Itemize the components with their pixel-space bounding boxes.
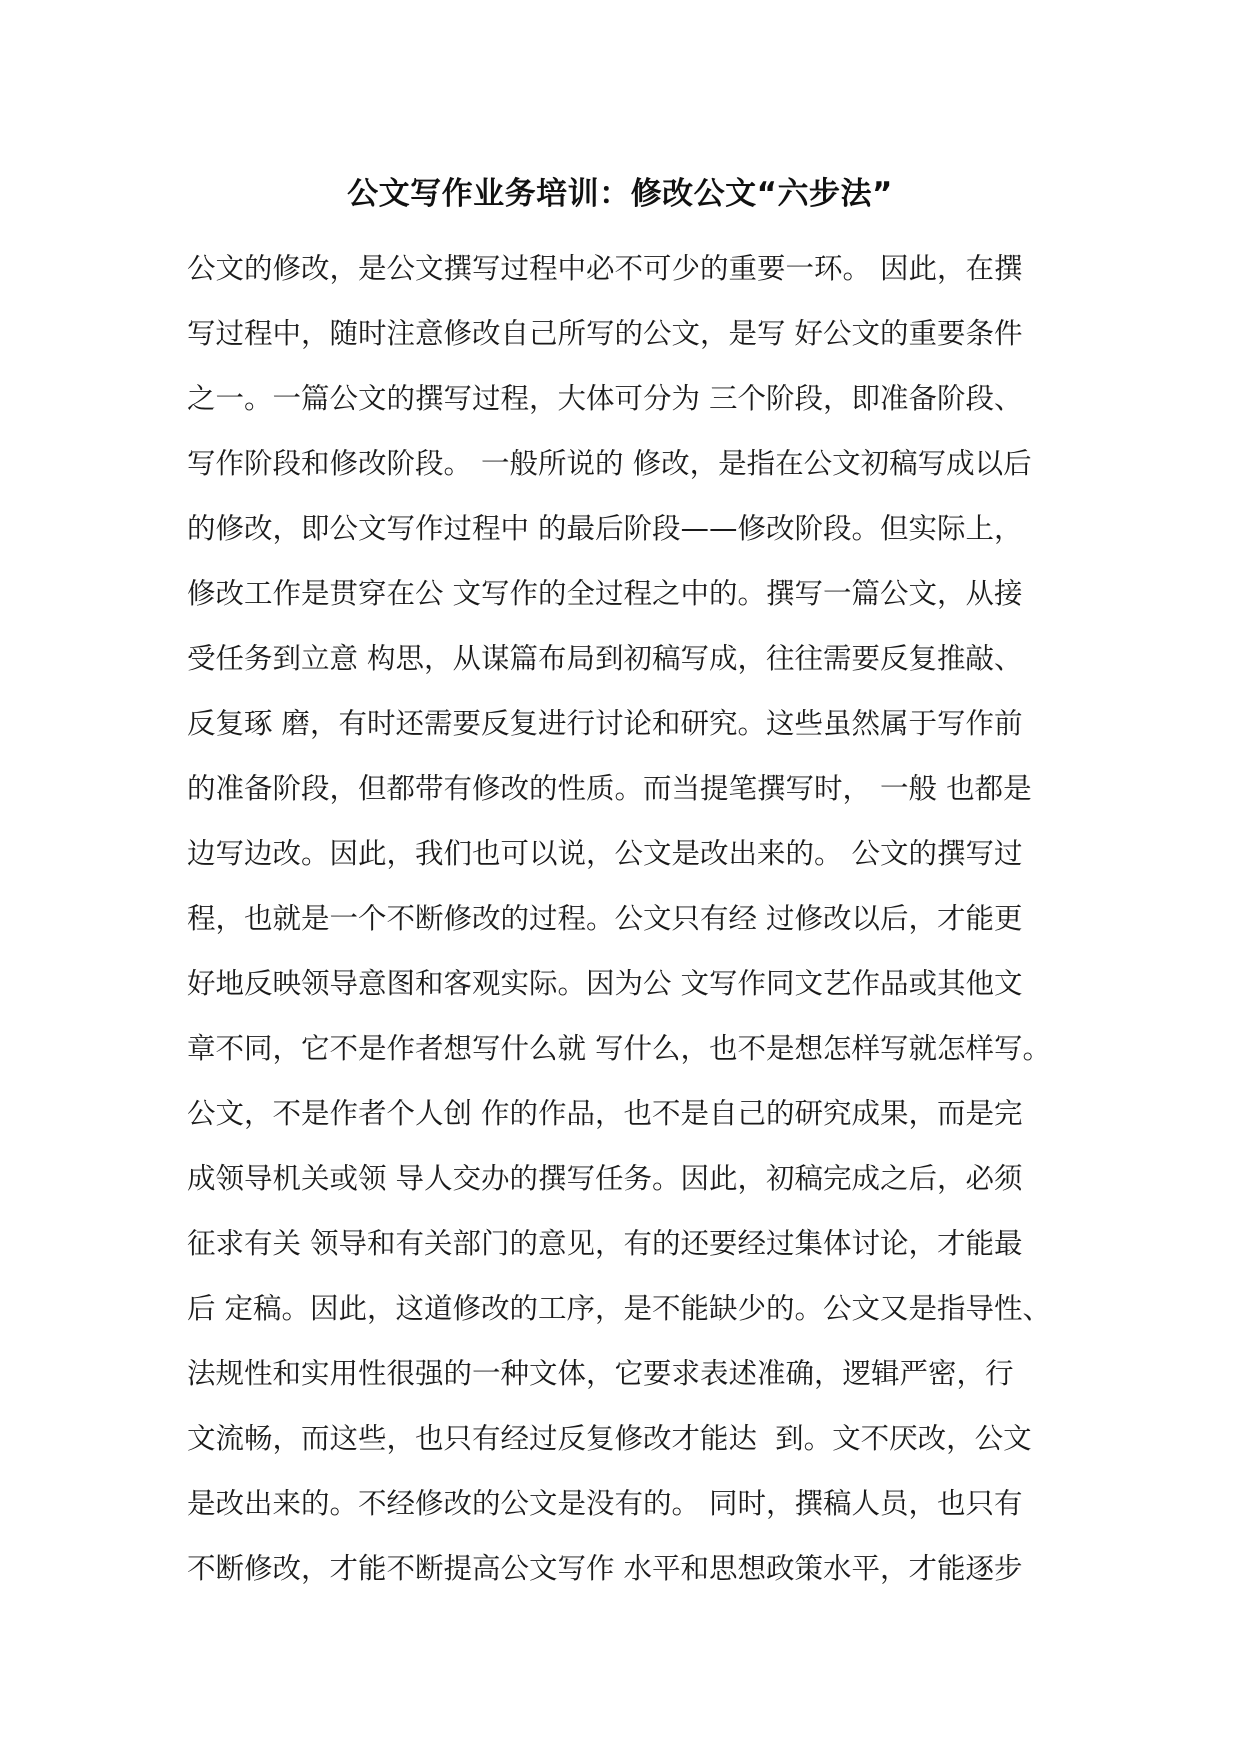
body-line-10: 边写边改。因此，我们也可以说，公文是改出来的。 公文的撰写过: [187, 837, 1023, 870]
document-body: [187, 236, 1067, 1601]
body-line-4: 写作阶段和修改阶段。 一般所说的 修改，是指在公文初稿写成以后: [187, 447, 1032, 480]
body-line-16: 征求有关 领导和有关部门的意见，有的还要经过集体讨论，才能最: [187, 1227, 1023, 1260]
body-line-2: 写过程中，随时注意修改自己所写的公文，是写 好公文的重要条件: [187, 317, 1023, 350]
body-line-1: 公文的修改，是公文撰写过程中必不可少的重要一环。 因此，在撰: [187, 252, 1023, 285]
body-line-9: 的准备阶段，但都带有修改的性质。而当提笔撰写时， 一般 也都是: [187, 772, 1032, 805]
body-line-14: 公文，不是作者个人创 作的作品，也不是自己的研究成果，而是完: [187, 1097, 1023, 1130]
body-line-7: 受任务到立意 构思，从谋篇布局到初稿写成，往往需要反复推敲、: [187, 642, 1023, 675]
body-line-13: 章不同，它不是作者想写什么就 写什么，也不是想怎样写就怎样写。: [187, 1032, 1052, 1065]
body-line-20: 是改出来的。不经修改的公文是没有的。 同时，撰稿人员，也只有: [187, 1487, 1023, 1520]
body-line-6: 修改工作是贯穿在公 文写作的全过程之中的。撰写一篇公文，从接: [187, 577, 1023, 610]
body-line-8: 反复琢 磨，有时还需要反复进行讨论和研究。这些虽然属于写作前: [187, 707, 1023, 740]
body-line-12: 好地反映领导意图和客观实际。因为公 文写作同文艺作品或其他文: [187, 967, 1023, 1000]
body-line-17: 后 定稿。因此，这道修改的工序，是不能缺少的。公文又是指导性、: [187, 1292, 1052, 1325]
body-line-5: 的修改，即公文写作过程中 的最后阶段——修改阶段。但实际上，: [187, 512, 1023, 545]
body-line-3: 之一。一篇公文的撰写过程，大体可分为 三个阶段，即准备阶段、: [187, 382, 1023, 415]
body-line-15: 成领导机关或领 导人交办的撰写任务。因此，初稿完成之后，必须: [187, 1162, 1023, 1195]
document-title: 公文写作业务培训：修改公文“六步法”: [347, 176, 893, 212]
body-line-19: 文流畅，而这些，也只有经过反复修改才能达 到。文不厌改，公文: [187, 1422, 1032, 1455]
body-line-21: 不断修改，才能不断提高公文写作 水平和思想政策水平，才能逐步: [187, 1552, 1023, 1585]
body-line-11: 程，也就是一个不断修改的过程。公文只有经 过修改以后，才能更: [187, 902, 1023, 935]
body-line-18: 法规性和实用性很强的一种文体，它要求表述准确，逻辑严密，行: [187, 1357, 1014, 1390]
